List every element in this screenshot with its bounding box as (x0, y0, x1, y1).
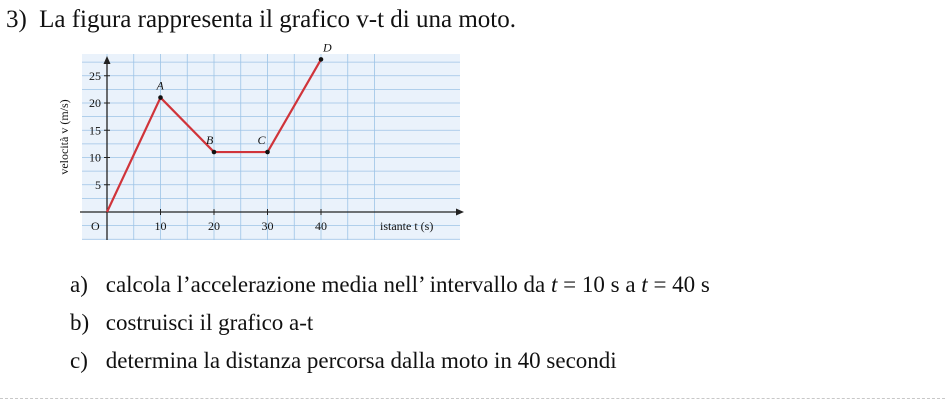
question-a (70, 272, 710, 310)
y-tick-label: 20 (89, 96, 101, 110)
question-a-text-1: calcola l’accelerazione media nell’ intervallo da (105, 272, 552, 297)
question-list (70, 272, 710, 386)
exercise-statement: La figura rappresenta il grafico v-t di una moto. (39, 6, 516, 33)
x-axis-label: istante t (s) (380, 219, 434, 233)
y-axis-label: velocità v (m/s) (57, 99, 71, 175)
origin-label: O (91, 219, 100, 233)
x-tick-label: 30 (261, 219, 274, 233)
point-label-a: A (156, 78, 164, 93)
y-tick-label: 25 (89, 68, 101, 83)
y-tick-label: 5 (95, 177, 101, 192)
point-label-b: B (206, 133, 214, 148)
exercise-title (6, 6, 516, 34)
question-c-label: c) (70, 348, 88, 373)
question-b-text: costruisci il grafico a-t (105, 310, 314, 335)
velocity-time-chart (50, 40, 470, 250)
point-a (158, 95, 163, 100)
question-a-label: a) (70, 272, 88, 297)
point-b (212, 150, 217, 155)
point-label-c: C (257, 133, 266, 148)
question-c (70, 348, 710, 386)
point-c (265, 150, 270, 155)
question-a-var-t1: t (551, 272, 558, 297)
point-d (319, 57, 324, 62)
x-tick-label: 40 (315, 219, 327, 233)
point-label-d: D (323, 40, 332, 55)
y-tick-label: 10 (89, 150, 101, 165)
question-b (70, 310, 710, 348)
x-tick-label: 10 (154, 219, 167, 233)
question-b-label: b) (70, 310, 90, 335)
page-divider (0, 398, 945, 399)
x-tick-label: 20 (208, 219, 220, 233)
exercise-number: 3) (6, 6, 27, 33)
question-a-text-3: = 40 s (647, 272, 710, 297)
question-a-var-t2: t (641, 272, 648, 297)
question-a-text-2: = 10 s a (557, 272, 642, 297)
y-tick-label: 15 (89, 123, 101, 138)
question-c-text: determina la distanza percorsa dalla moto in 40 secondi (105, 348, 617, 373)
